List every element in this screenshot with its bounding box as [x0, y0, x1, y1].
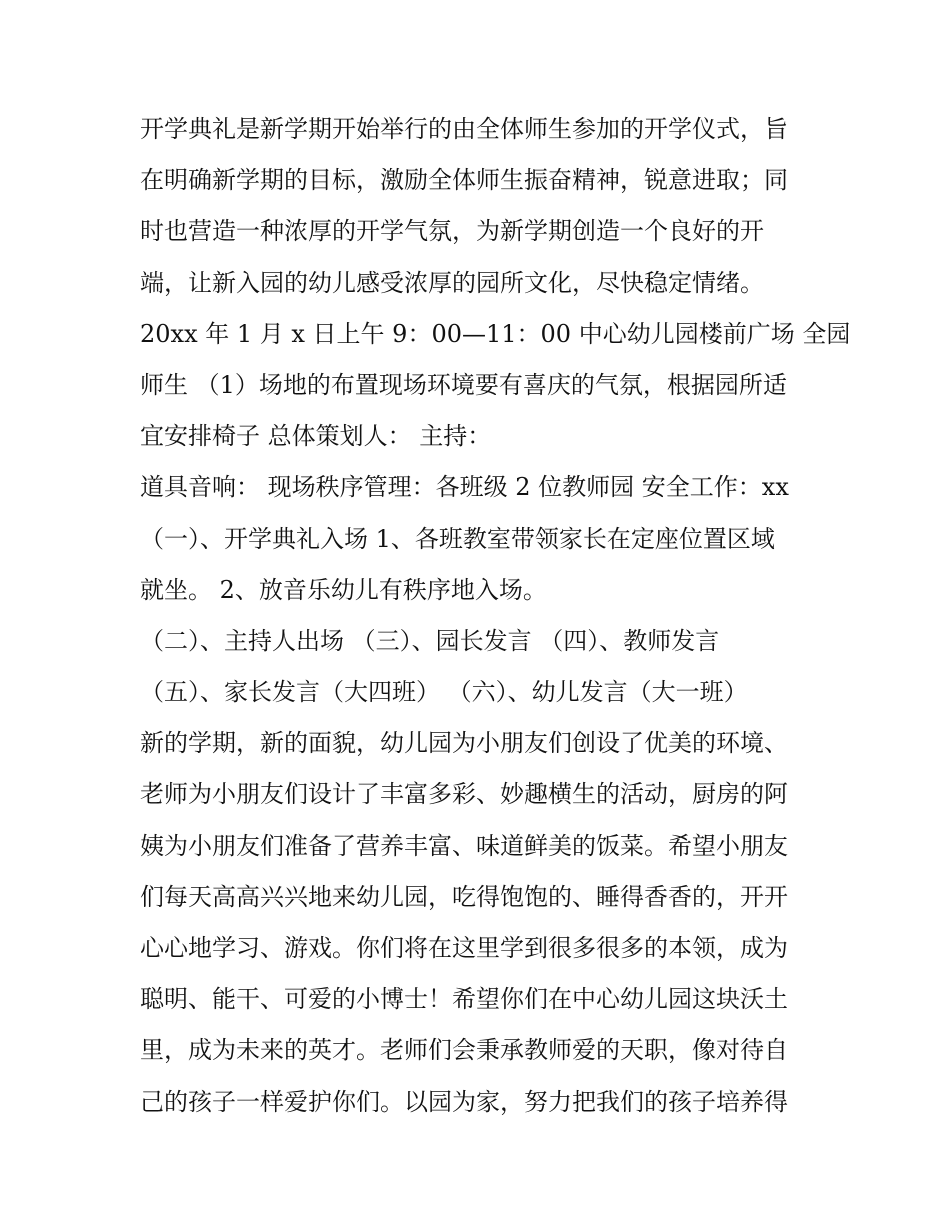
text-line: 己的孩子一样爱护你们。以园为家，努力把我们的孩子培养得	[140, 1087, 788, 1116]
text-line: 姨为小朋友们准备了营养丰富、味道鲜美的饭菜。希望小朋友	[140, 831, 788, 860]
text-line: （二）、主持人出场 （三）、园长发言 （四）、教师发言	[140, 626, 720, 655]
text-line: 心心地学习、游戏。你们将在这里学到很多很多的本领，成为	[140, 934, 788, 962]
text-line: （五）、家长发言（大四班） （六）、幼儿发言（大一班）	[140, 678, 748, 707]
document-body	[140, 104, 851, 1128]
text-line: 新的学期，新的面貌，幼儿园为小朋友们创设了优美的环境、	[140, 729, 788, 758]
text-line: 宜安排椅子 总体策划人： 主持：	[140, 422, 492, 451]
text-line: 20xx 年 1 月 x 日上午 9：00—11：00 中心幼儿园楼前广场 全园	[140, 319, 851, 348]
text-line: 开学典礼是新学期开始举行的由全体师生参加的开学仪式，旨	[140, 115, 788, 143]
text-line: 就坐。 2、放音乐幼儿有秩序地入场。	[140, 575, 547, 604]
text-line: 端，让新入园的幼儿感受浓厚的园所文化，尽快稳定情绪。	[140, 268, 764, 297]
text-line: 道具音响： 现场秩序管理：各班级 2 位教师园 安全工作：xx	[140, 473, 789, 502]
text-line: 时也营造一种浓厚的开学气氛，为新学期创造一个良好的开	[140, 217, 764, 246]
text-line: 里，成为未来的英才。老师们会秉承教师爱的天职，像对待自	[140, 1036, 788, 1065]
text-line: 们每天高高兴兴地来幼儿园，吃得饱饱的、睡得香香的，开开	[140, 882, 788, 911]
text-line: 老师为小朋友们设计了丰富多彩、妙趣横生的活动，厨房的阿	[140, 780, 788, 809]
text-line: 师生 （1）场地的布置现场环境要有喜庆的气氛，根据园所适	[140, 370, 787, 399]
text-line: 聪明、能干、可爱的小博士！希望你们在中心幼儿园这块沃土	[140, 985, 788, 1014]
text-line: 在明确新学期的目标，激励全体师生振奋精神，锐意进取；同	[140, 166, 788, 195]
text-line: （一）、开学典礼入场 1、各班教室带领家长在定座位置区域	[140, 524, 775, 553]
